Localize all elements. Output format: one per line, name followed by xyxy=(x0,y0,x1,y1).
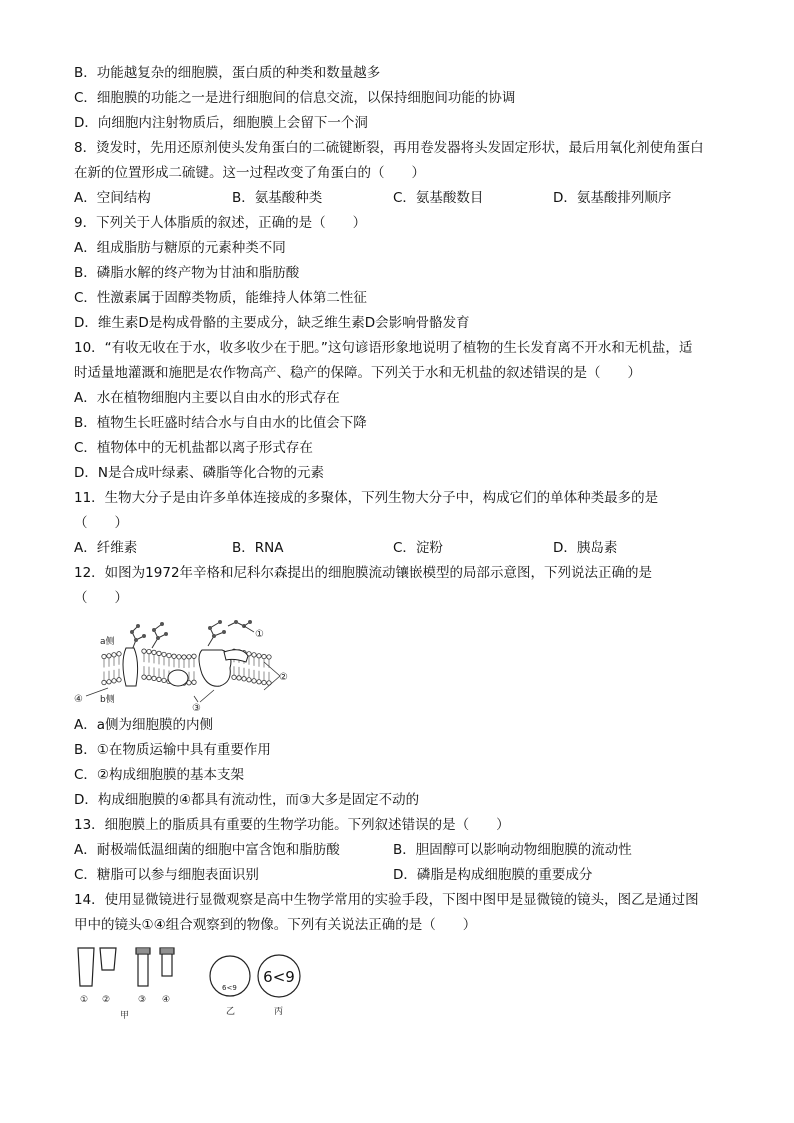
q10-option-c: C．植物体中的无机盐都以离子形式存在 xyxy=(74,440,313,456)
lens-4-icon xyxy=(162,954,172,976)
marker-3: ③ xyxy=(192,703,201,712)
phospholipid-head xyxy=(117,652,121,656)
marker-1: ① xyxy=(255,629,264,640)
q12-option-b: B．①在物质运输中具有重要作用 xyxy=(74,742,271,758)
phospholipid-head xyxy=(172,654,176,658)
phospholipid-head xyxy=(252,679,256,683)
lens-3-thread xyxy=(136,948,150,954)
caption-jia: 甲 xyxy=(120,1011,130,1020)
phospholipid-head xyxy=(232,675,236,679)
phospholipid-head xyxy=(262,654,266,658)
q8-option-d: D．氨基酸排列顺序 xyxy=(553,190,672,206)
q11-options xyxy=(74,539,734,559)
phospholipid-head xyxy=(187,655,191,659)
q12-stem-line1: 12．如图为1972年辛格和尼科尔森提出的细胞膜流动镶嵌模型的局部示意图，下列说法正确的是 xyxy=(74,565,653,581)
lens-label-2: ② xyxy=(102,995,111,1005)
q9-option-a: A．组成脂肪与糖原的元素种类不同 xyxy=(74,240,286,256)
microscope-lens-figure xyxy=(74,940,304,1020)
phospholipid-head xyxy=(157,651,161,655)
phospholipid-head xyxy=(117,678,121,682)
phospholipid-head xyxy=(192,680,196,684)
q10-option-d: D．N是合成叶绿素、磷脂等化合物的元素 xyxy=(74,465,324,481)
membrane-model-figure xyxy=(74,612,294,712)
q11-option-d: D．胰岛素 xyxy=(553,540,618,556)
q14-stem-line1: 14．使用显微镜进行显微观察是高中生物学常用的实验手段，下图中图甲是显微镜的镜头，图乙是通过图 xyxy=(74,892,699,908)
side-a-label: a侧 xyxy=(100,637,115,647)
q14-stem-line2: 甲中的镜头①④组合观察到的物像。下列有关说法正确的是（ ） xyxy=(74,917,477,933)
phospholipid-head xyxy=(152,676,156,680)
q13-option-c: C．糖脂可以参与细胞表面识别 xyxy=(74,867,259,883)
phospholipid-head xyxy=(162,652,166,656)
q10-stem-line1: 10．“有收无收在于水，收多收少在于肥。”这句谚语形象地说明了植物的生长发育离不开水和无机盐，适 xyxy=(74,340,693,356)
phospholipid-head xyxy=(162,678,166,682)
lens-3-icon xyxy=(138,954,148,986)
q11-stem-line2: （ ） xyxy=(74,515,128,531)
phospholipid-head xyxy=(107,654,111,658)
q7-option-d: D．向细胞内注射物质后，细胞膜上会留下一个洞 xyxy=(74,115,368,131)
q13-option-d: D．磷脂是构成细胞膜的重要成分 xyxy=(393,867,593,883)
phospholipid-head xyxy=(267,655,271,659)
q11-option-a: A．纤维素 xyxy=(74,540,138,556)
lens-1-icon xyxy=(78,948,94,986)
q11-stem-line1: 11．生物大分子是由许多单体连接成的多聚体，下列生物大分子中，构成它们的单体种类最多的是 xyxy=(74,490,659,506)
phospholipid-head xyxy=(242,677,246,681)
large-image-text: 6<9 xyxy=(263,968,295,986)
q8-stem-line1: 8．烫发时，先用还原剂使头发角蛋白的二硫键断裂，再用卷发器将头发固定形状，最后用氧化剂使角蛋白 xyxy=(74,140,704,156)
q12-stem-line2: （ ） xyxy=(74,590,128,606)
q8-option-b: B．氨基酸种类 xyxy=(232,190,323,206)
q11-option-c: C．淀粉 xyxy=(393,540,443,556)
q9-option-d: D．维生素D是构成骨骼的主要成分，缺乏维生素D会影响骨骼发育 xyxy=(74,315,470,331)
peripheral-protein xyxy=(168,670,188,686)
phospholipid-head xyxy=(262,680,266,684)
q10-stem-line2: 时适量地灌溉和施肥是农作物高产、稳产的保障。下列关于水和无机盐的叙述错误的是（ ） xyxy=(74,365,641,381)
q12-option-d: D．构成细胞膜的④都具有流动性，而③大多是固定不动的 xyxy=(74,792,420,808)
q9-option-b: B．磷脂水解的终产物为甘油和脂肪酸 xyxy=(74,265,300,281)
marker-2: ② xyxy=(279,672,288,683)
phospholipid-head xyxy=(237,676,241,680)
phospholipid-head xyxy=(177,655,181,659)
small-image-text: 6<9 xyxy=(222,984,237,992)
lens-label-3: ③ xyxy=(138,995,147,1005)
phospholipid-head xyxy=(167,653,171,657)
q7-option-b: B．功能越复杂的细胞膜，蛋白质的种类和数量越多 xyxy=(74,65,381,81)
phospholipid-head xyxy=(182,655,186,659)
q8-option-c: C．氨基酸数目 xyxy=(393,190,484,206)
lens-label-4: ④ xyxy=(162,995,171,1005)
phospholipid-head xyxy=(152,650,156,654)
q13-stem: 13．细胞膜上的脂质具有重要的生物学功能。下列叙述错误的是（ ） xyxy=(74,817,510,833)
phospholipid-head xyxy=(247,678,251,682)
marker-4: ④ xyxy=(74,694,83,705)
side-b-label: b侧 xyxy=(100,695,115,705)
q10-option-b: B．植物生长旺盛时结合水与自由水的比值会下降 xyxy=(74,415,367,431)
caption-yi: 乙 xyxy=(226,1007,236,1017)
phospholipid-head xyxy=(107,680,111,684)
lens-label-1: ① xyxy=(80,995,89,1005)
lens-4-thread xyxy=(160,948,174,954)
phospholipid-head xyxy=(252,653,256,657)
lens-2-icon xyxy=(100,948,116,970)
phospholipid-head xyxy=(112,653,116,657)
q9-stem: 9．下列关于人体脂质的叙述，正确的是（ ） xyxy=(74,215,367,231)
phospholipid-head xyxy=(147,649,151,653)
phospholipid-head xyxy=(192,654,196,658)
q9-option-c: C．性激素属于固醇类物质，能维持人体第二性征 xyxy=(74,290,367,306)
q8-option-a: A．空间结构 xyxy=(74,190,151,206)
phospholipid-head xyxy=(102,680,106,684)
q13-options-row2 xyxy=(74,866,734,886)
q13-options-row1 xyxy=(74,841,734,861)
phospholipid-head xyxy=(157,677,161,681)
phospholipid-head xyxy=(112,679,116,683)
q7-option-c: C．细胞膜的功能之一是进行细胞间的信息交流，以保持细胞间功能的协调 xyxy=(74,90,516,106)
q13-option-b: B．胆固醇可以影响动物细胞膜的流动性 xyxy=(393,842,632,858)
q10-option-a: A．水在植物细胞内主要以自由水的形式存在 xyxy=(74,390,340,406)
phospholipid-head xyxy=(142,649,146,653)
phospholipid-head xyxy=(102,654,106,658)
q13-option-a: A．耐极端低温细菌的细胞中富含饱和脂肪酸 xyxy=(74,842,340,858)
q8-stem-line2: 在新的位置形成二硫键。这一过程改变了角蛋白的（ ） xyxy=(74,165,425,181)
transmembrane-protein-left xyxy=(123,648,138,686)
q12-option-a: A．a侧为细胞膜的内侧 xyxy=(74,717,214,733)
q12-option-c: C．②构成细胞膜的基本支架 xyxy=(74,767,245,783)
phospholipid-head xyxy=(257,654,261,658)
phospholipid-head xyxy=(142,675,146,679)
phospholipid-head xyxy=(147,675,151,679)
phospholipid-head xyxy=(257,680,261,684)
q11-option-b: B．RNA xyxy=(232,540,284,556)
q8-options xyxy=(74,189,734,209)
caption-bing: 丙 xyxy=(274,1007,284,1017)
